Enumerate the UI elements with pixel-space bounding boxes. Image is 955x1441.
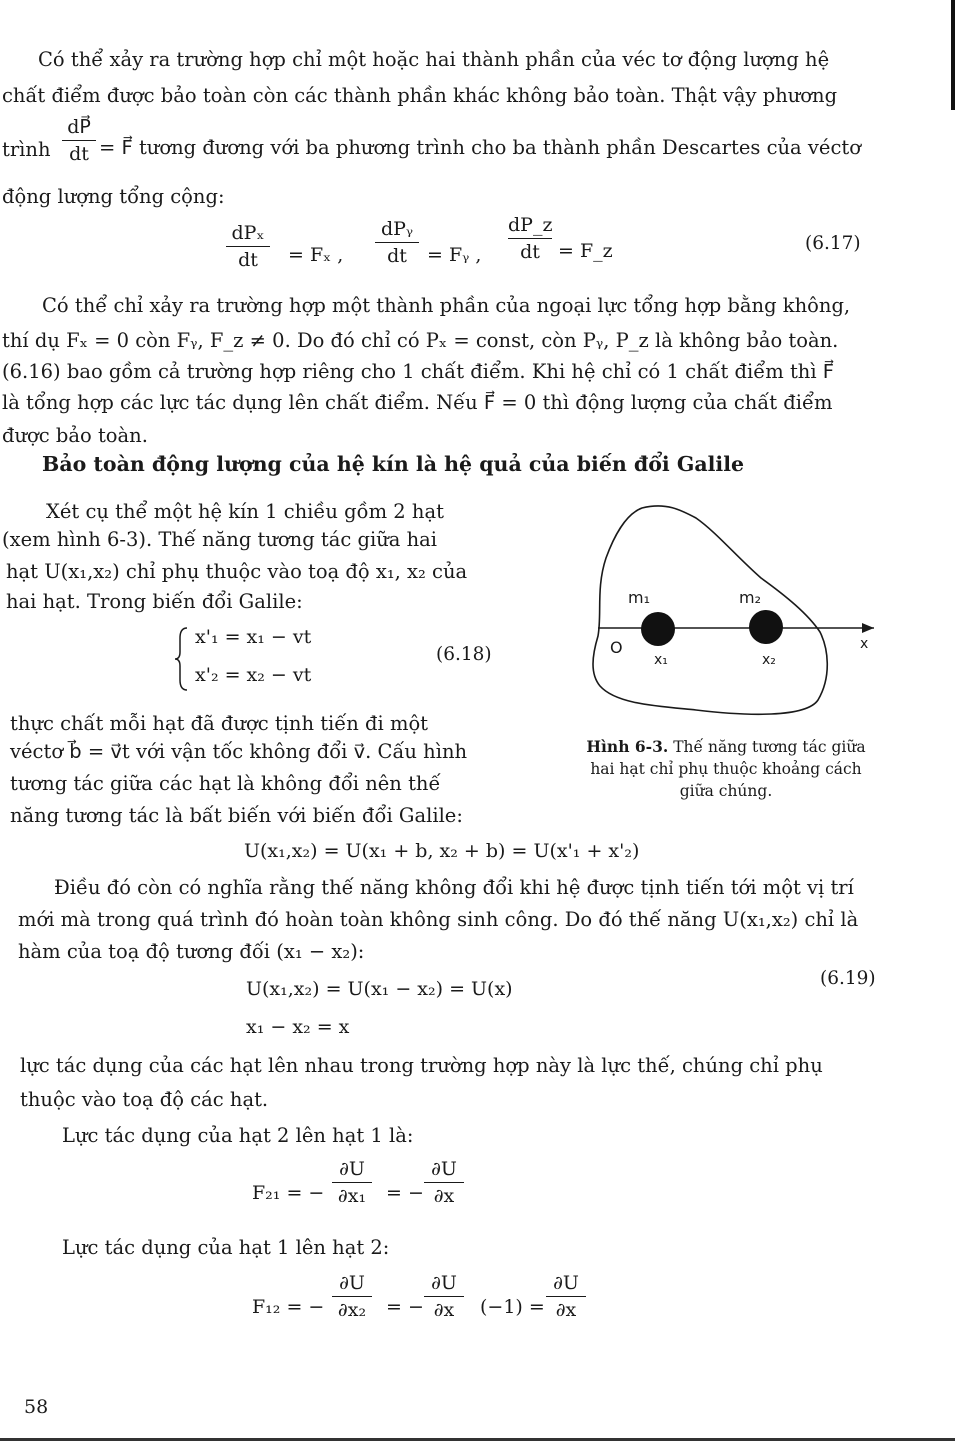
eq617-frac2 xyxy=(375,218,419,267)
eq617-rhs1: = Fₓ , xyxy=(288,244,344,266)
paragraph3-line4: hai hạt. Trong biến đổi Galile: xyxy=(6,590,303,613)
eq617-frac3 xyxy=(508,214,552,263)
fraction-numerator: dP⃗ xyxy=(67,116,91,138)
force12-frac2 xyxy=(424,1272,464,1321)
paragraph2-line5: được bảo toàn. xyxy=(2,424,148,447)
paragraph1-line2: chất điểm được bảo toàn còn các thành phần khác không bảo toàn. Thật vậy phương xyxy=(2,84,838,107)
fraction-bar xyxy=(226,246,270,247)
force21-frac1-num: ∂U xyxy=(339,1158,365,1180)
eq618-number: (6.18) xyxy=(436,644,492,665)
paragraph4-line1: thực chất mỗi hạt đã được tịnh tiến đi một xyxy=(10,712,429,735)
fraction-denominator: dt xyxy=(69,143,89,165)
fraction-bar xyxy=(546,1296,586,1297)
paragraph2-line3: (6.16) bao gồm cả trường hợp riêng cho 1 chất điểm. Khi hệ chỉ có 1 chất điểm thì F⃗ xyxy=(2,360,834,383)
force21-frac2-den: ∂x xyxy=(433,1185,455,1207)
eq617-number: (6.17) xyxy=(805,233,861,254)
force12-frac1-den: ∂x₂ xyxy=(337,1299,367,1321)
eq618-line2: x'₂ = x₂ − vt xyxy=(195,664,312,686)
force12-frac3 xyxy=(546,1272,586,1321)
force21-frac1-den: ∂x₁ xyxy=(337,1185,367,1207)
force12-lhs: F₁₂ = − xyxy=(252,1296,325,1318)
force21-frac1 xyxy=(332,1158,372,1207)
figure-caption-label: Hình 6-3. xyxy=(586,737,669,756)
fraction-bar xyxy=(508,238,552,239)
force12-frac1 xyxy=(332,1272,372,1321)
fraction-bar xyxy=(332,1296,372,1297)
paragraph1-line3-pre: trình xyxy=(2,138,51,161)
eq617-frac1-num: dPₓ xyxy=(231,222,265,244)
eq617-rhs3: = F_z xyxy=(558,240,613,262)
fraction-dP-dt xyxy=(62,116,96,165)
figure-caption-line3: giữa chúng. xyxy=(679,782,773,800)
figure-caption-line1 xyxy=(556,736,896,758)
force21-frac2-num: ∂U xyxy=(431,1158,457,1180)
fraction-bar xyxy=(62,140,96,141)
paragraph5-line2: mới mà trong quá trình đó hoàn toàn không sinh công. Do đó thế năng U(x₁,x₂) chỉ là xyxy=(18,908,859,931)
paragraph1-line3-post: = F⃗ tương đương với ba phương trình cho ba thành phần Descartes của véctơ xyxy=(99,136,861,159)
paragraph4-line4: năng tương tác là bất biến với biến đổi Galile: xyxy=(10,804,463,827)
paragraph5-line3: hàm của toạ độ tương đối (x₁ − x₂): xyxy=(18,940,365,963)
figure-label-x1: x₁ xyxy=(654,652,668,668)
paragraph3-line1: Xét cụ thể một hệ kín 1 chiều gồm 2 hạt xyxy=(46,500,444,523)
figure-label-m2: m₂ xyxy=(739,588,761,607)
eq617-frac3-den: dt xyxy=(520,241,540,263)
force21-mid: = − xyxy=(386,1182,424,1204)
paragraph5-line1: Điều đó còn có nghĩa rằng thế năng không đổi khi hệ được tịnh tiến tới một vị trí xyxy=(54,876,854,899)
eq-invariance: U(x₁,x₂) = U(x₁ + b, x₂ + b) = U(x'₁ + x'₂) xyxy=(244,840,640,862)
force12-mid: = − xyxy=(386,1296,424,1318)
figure-caption xyxy=(556,736,896,802)
force12-frac3-num: ∂U xyxy=(553,1272,579,1294)
page-number: 58 xyxy=(24,1396,49,1418)
figure-caption-text1: Thế năng tương tác giữa xyxy=(668,738,866,756)
eq617-frac1 xyxy=(226,222,270,271)
particle-m2 xyxy=(749,610,783,644)
eq617-frac3-num: dP_z xyxy=(508,214,553,236)
figure-label-m1: m₁ xyxy=(628,588,650,607)
eq619-line2: x₁ − x₂ = x xyxy=(246,1016,350,1038)
closed-system-boundary xyxy=(593,506,827,714)
paragraph2-line1: Có thể chỉ xảy ra trường hợp một thành phần của ngoại lực tổng hợp bằng không, xyxy=(42,294,851,317)
figure-6-3 xyxy=(586,496,886,726)
figure-label-x: x xyxy=(860,636,869,652)
paragraph1-line4: động lượng tổng cộng: xyxy=(2,185,225,208)
eq617-frac1-den: dt xyxy=(238,249,258,271)
fraction-bar xyxy=(375,242,419,243)
force21-intro: Lực tác dụng của hạt 2 lên hạt 1 là: xyxy=(62,1124,414,1147)
force12-frac1-num: ∂U xyxy=(339,1272,365,1294)
particle-m1 xyxy=(641,612,675,646)
figure-label-origin: O xyxy=(610,638,623,657)
paragraph6-line2: thuộc vào toạ độ các hạt. xyxy=(20,1088,269,1111)
paragraph3-line3: hạt U(x₁,x₂) chỉ phụ thuộc vào toạ độ x₁, x₂ của xyxy=(6,560,468,583)
fraction-bar xyxy=(424,1182,464,1183)
force12-mid2: (−1) = xyxy=(480,1296,545,1318)
eq617-rhs2: = Fᵧ , xyxy=(427,244,482,266)
eq619-number: (6.19) xyxy=(820,968,876,989)
paragraph1-line1: Có thể xảy ra trường hợp chỉ một hoặc hai thành phần của véc tơ động lượng hệ xyxy=(38,48,830,71)
figure-caption-line2: hai hạt chỉ phụ thuộc khoảng cách xyxy=(590,760,862,778)
force12-frac3-den: ∂x xyxy=(555,1299,577,1321)
eq618-brace xyxy=(174,626,190,692)
force12-intro: Lực tác dụng của hạt 1 lên hạt 2: xyxy=(62,1236,390,1259)
x-axis-arrow xyxy=(862,623,874,633)
force21-frac2 xyxy=(424,1158,464,1207)
eq618-line1: x'₁ = x₁ − vt xyxy=(195,626,312,648)
paragraph4-line2: véctơ b⃗ = v⃗t với vận tốc không đổi v⃗. Cấu hình xyxy=(10,740,468,763)
eq619-line1: U(x₁,x₂) = U(x₁ − x₂) = U(x) xyxy=(246,978,513,1000)
eq617-frac2-den: dt xyxy=(387,245,407,267)
fraction-bar xyxy=(424,1296,464,1297)
paragraph2-line4: là tổng hợp các lực tác dụng lên chất điểm. Nếu F⃗ = 0 thì động lượng của chất điểm xyxy=(2,391,833,414)
force21-lhs: F₂₁ = − xyxy=(252,1182,325,1204)
force12-frac2-num: ∂U xyxy=(431,1272,457,1294)
paragraph4-line3: tương tác giữa các hạt là không đổi nên thế xyxy=(10,772,441,795)
scan-edge-mark xyxy=(951,0,955,110)
section-heading: Bảo toàn động lượng của hệ kín là hệ quả của biến đổi Galile xyxy=(42,452,745,476)
figure-label-x2: x₂ xyxy=(762,652,776,668)
force12-frac2-den: ∂x xyxy=(433,1299,455,1321)
eq617-frac2-num: dPᵧ xyxy=(380,218,414,240)
paragraph3-line2: (xem hình 6-3). Thế năng tương tác giữa hai xyxy=(2,528,438,551)
paragraph2-line2: thí dụ Fₓ = 0 còn Fᵧ, F_z ≠ 0. Do đó chỉ có Pₓ = const, còn Pᵧ, P_z là không bảo toàn. xyxy=(2,329,839,352)
fraction-bar xyxy=(332,1182,372,1183)
paragraph6-line1: lực tác dụng của các hạt lên nhau trong trường hợp này là lực thế, chúng chỉ phụ xyxy=(20,1054,823,1077)
